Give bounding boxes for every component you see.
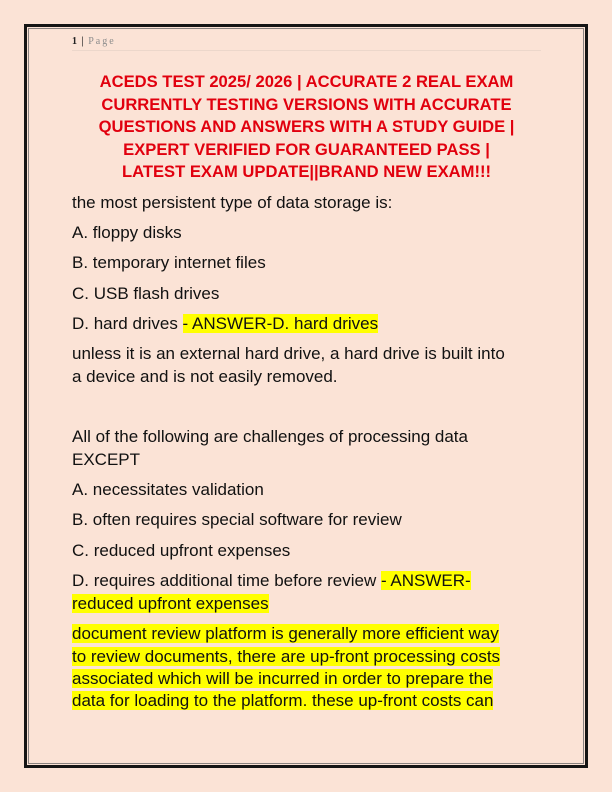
question-2-option-a: A. necessitates validation (72, 480, 264, 499)
page-label: Page (88, 36, 116, 47)
highlighted-text: associated which will be incurred in order to prepare the (72, 669, 493, 688)
question-1-answer: - ANSWER-D. hard drives (182, 314, 379, 333)
question-2-prompt-line: EXCEPT (72, 450, 141, 469)
page-header (72, 35, 541, 51)
question-2-option-b: B. often requires special software for review (72, 510, 402, 529)
highlighted-text: to review documents, there are up-front processing costs (72, 647, 501, 666)
question-1-option-b: B. temporary internet files (72, 253, 266, 272)
question-2-prompt-line: All of the following are challenges of processing data (72, 427, 468, 446)
question-2-explanation-line (72, 646, 500, 669)
question-2-answer: reduced upfront expenses (72, 594, 269, 613)
highlighted-text: document review platform is generally more efficient way (72, 624, 499, 643)
option-d-text: D. requires additional time before review (72, 571, 381, 590)
title-line: CURRENTLY TESTING VERSIONS WITH ACCURATE (101, 94, 512, 114)
question-2-answer-line (72, 593, 269, 616)
option-d-text: D. hard drives (72, 314, 183, 333)
title-line: ACEDS TEST 2025/ 2026 | ACCURATE 2 REAL EXAM (99, 72, 514, 91)
title-line: LATEST EXAM UPDATE||BRAND NEW EXAM!!! (121, 162, 492, 182)
question-1-option-c: C. USB flash drives (72, 284, 220, 303)
title-line: QUESTIONS AND ANSWERS WITH A STUDY GUIDE | (98, 117, 515, 137)
question-1-option-a: A. floppy disks (72, 223, 182, 242)
highlighted-text: data for loading to the platform. these up-front costs can (72, 691, 494, 710)
title-line: EXPERT VERIFIED FOR GUARANTEED PASS | (123, 139, 490, 159)
question-2-explanation-line (72, 690, 493, 713)
question-2-option-d (72, 570, 471, 593)
document-title (72, 71, 541, 184)
question-2-explanation-line (72, 668, 493, 691)
question-1-option-d (72, 313, 378, 336)
page-separator: | (81, 36, 84, 47)
question-2-explanation-line (72, 623, 499, 646)
question-2-answer-prefix: - ANSWER- (380, 571, 471, 590)
question-1-explanation-line: a device and is not easily removed. (72, 367, 338, 386)
question-1-prompt: the most persistent type of data storage is: (72, 193, 393, 212)
question-2-option-c: C. reduced upfront expenses (72, 541, 291, 560)
page-number: 1 (72, 36, 77, 47)
question-1-explanation-line: unless it is an external hard drive, a hard drive is built into (72, 344, 505, 363)
